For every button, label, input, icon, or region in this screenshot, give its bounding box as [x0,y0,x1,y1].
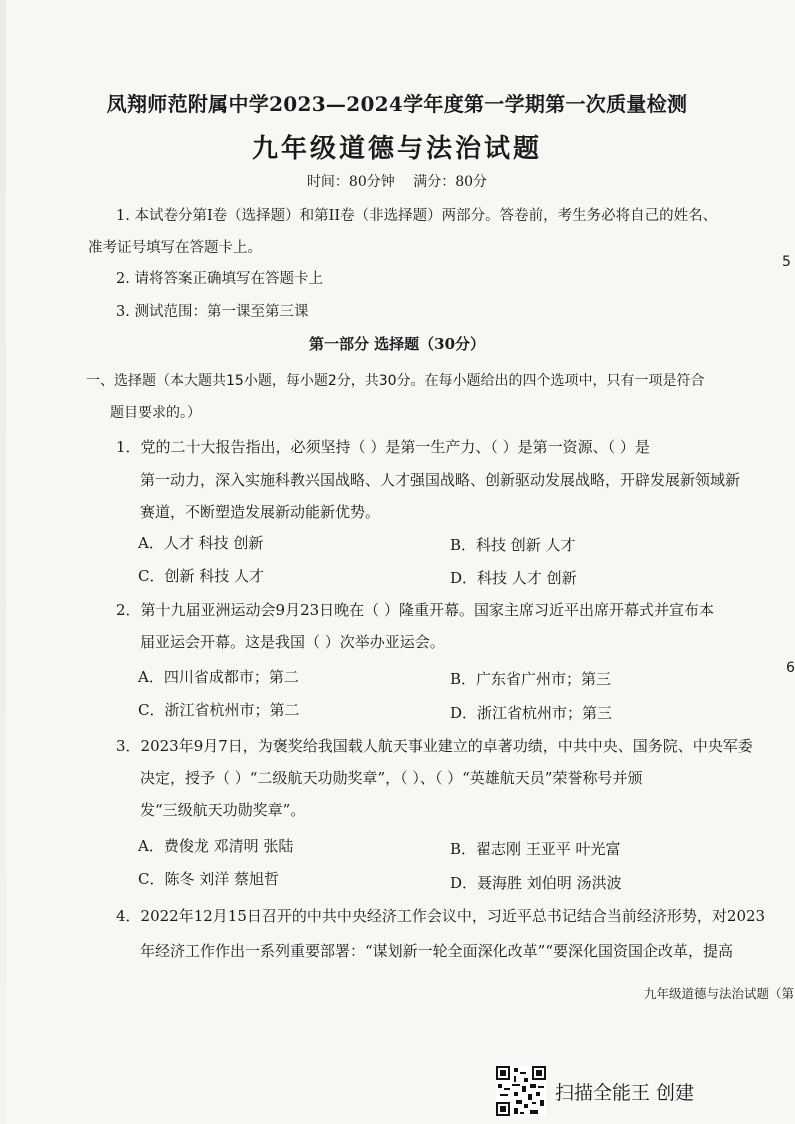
q1-option-b: B．科技 创新 人才 [450,536,576,554]
q1-line-3: 赛道，不断塑造发展新动能新优势。 [140,503,381,521]
margin-number-5: 5 [782,254,791,270]
q3-line-2: 决定，授予（ ）“二级航天功勋奖章”，（ ）、（ ）“英雄航天员”荣誉称号并颁 [140,769,643,787]
time-score-info [0,171,794,191]
q4-line-2: 年经济工作作出一系列重要部署：“谋划新一轮全面深化改革”“要深化国资国企改革，提高 [140,942,734,960]
q1-line-2: 第一动力，深入实施科教兴国战略、人才强国战略、创新驱动发展战略，开辟发展新领域新 [140,471,741,489]
qr-code-icon [496,1066,546,1116]
subject-title: 九年级道德与法治试题 [251,134,542,164]
q2-option-a: A．四川省成都市；第二 [138,668,299,686]
school-exam-title: 凤翔师范附属中学2023—2024学年度第一学期第一次质量检测 [106,92,688,116]
q1-option-a: A．人才 科技 创新 [138,534,264,552]
exam-score: 满分：80分 [413,174,488,190]
q3-option-d: D．聂海胜 刘伯明 汤洪波 [450,874,622,892]
q1-option-c: C．创新 科技 人才 [138,567,265,585]
scan-edge [0,0,6,1124]
note-1-line-1: 1. 本试卷分第I卷（选择题）和第II卷（非选择题）两部分。答卷前，考生务必将自己的姓名、 [116,208,718,224]
q3-line-1: 3．2023年9月7日，为褒奖给我国载人航天事业建立的卓著功绩，中共中央、国务院、中央军委 [116,737,753,755]
page-footer: 九年级道德与法治试题（第 [644,986,795,1001]
section-instructions-line-2: 题目要求的。） [110,405,201,421]
margin-number-6: 6 [786,660,795,676]
q1-option-d: D．科技 人才 创新 [450,569,577,587]
section-title: 第一部分 选择题（30分） [308,335,486,353]
note-1-line-2: 准考证号填写在答题卡上。 [88,240,262,256]
q4-line-1: 4．2022年12月15日召开的中共中央经济工作会议中，习近平总书记结合当前经济形势，对2023 [116,907,766,925]
note-2: 2. 请将答案正确填写在答题卡上 [116,271,323,287]
q3-option-a: A．费俊龙 邓清明 张陆 [138,837,294,855]
q1-line-1: 1．党的二十大报告指出，必须坚持（ ）是第一生产力、（ ）是第一资源、（ ）是 [116,438,650,456]
scanner-watermark-label: 扫描全能王 创建 [555,1082,695,1104]
q2-option-c: C．浙江省杭州市；第二 [138,701,300,719]
section-instructions-line-1: 一、选择题（本大题共15小题，每小题2分，共30分。在每小题给出的四个选项中，只有一项是符合 [86,373,705,389]
q2-line-1: 2．第十九届亚洲运动会9月23日晚在（ ）隆重开幕。国家主席习近平出席开幕式并宣布本 [116,601,714,619]
q3-option-b: B．翟志刚 王亚平 叶光富 [450,840,621,858]
q2-option-d: D．浙江省杭州市；第三 [450,704,613,722]
q2-line-2: 届亚运会开幕。这是我国（ ）次举办亚运会。 [140,633,445,651]
exam-time: 时间：80分钟 [306,174,395,190]
q2-option-b: B．广东省广州市；第三 [450,670,612,688]
note-3: 3. 测试范围：第一课至第三课 [116,304,309,320]
q3-line-3: 发“三级航天功勋奖章”。 [140,801,306,819]
q3-option-c: C．陈冬 刘洋 蔡旭哲 [138,870,280,888]
